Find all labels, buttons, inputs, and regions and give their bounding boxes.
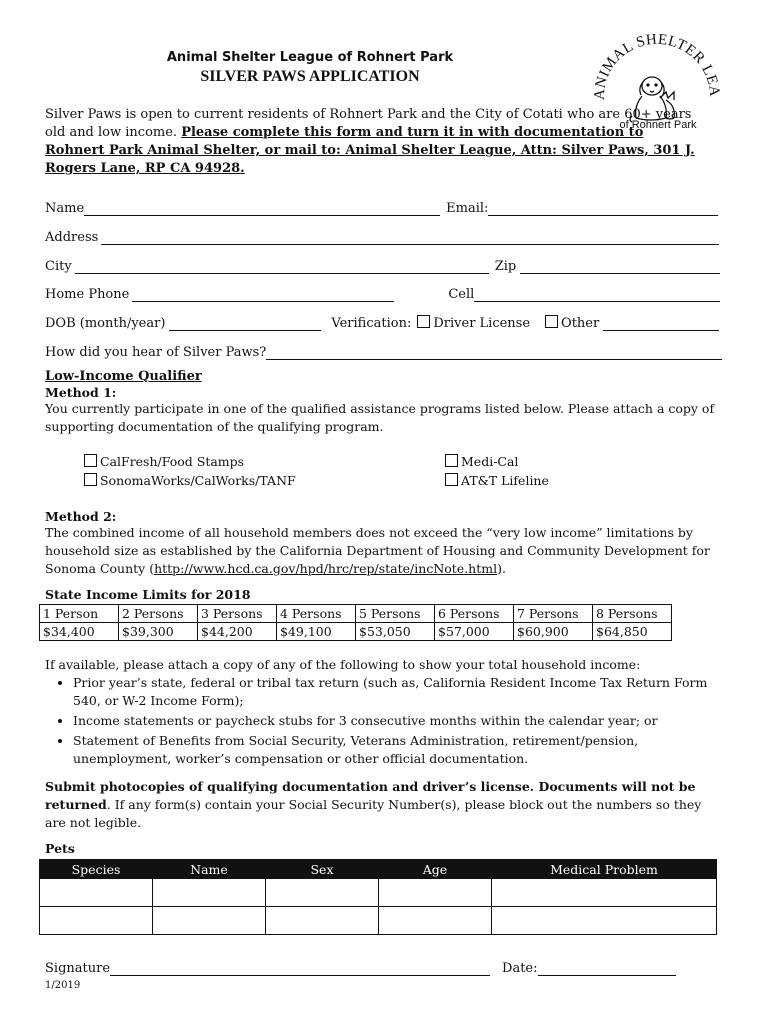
city-label: City <box>45 259 72 274</box>
pet-species-cell[interactable] <box>40 907 153 935</box>
submit-bold: Submit photocopies of qualifying documentation and driver’s license. Documents will not be returned <box>45 779 696 812</box>
name-label: Name <box>45 201 85 216</box>
verification-label: Verification: <box>331 316 412 331</box>
pet-age-cell[interactable] <box>379 879 492 907</box>
phone-row <box>45 282 720 302</box>
limit-value: $64,850 <box>593 623 672 641</box>
pet-sex-cell[interactable] <box>266 879 379 907</box>
limit-value: $49,100 <box>277 623 356 641</box>
pets-column-header: Sex <box>266 860 379 879</box>
method2-end: ). <box>497 561 506 576</box>
pets-column-header: Medical Problem <box>492 860 717 879</box>
limit-value: $34,400 <box>40 623 119 641</box>
intro-instructions: Please complete this form and turn it in with documentation to Rohnert Park Animal Shelter, or mail to: Animal Shelter League, Attn: Silver Paws, 301 J. Rogers Lane, RP CA 94928. <box>45 125 695 176</box>
pets-column-header: Name <box>153 860 266 879</box>
other-checkbox[interactable] <box>545 315 558 328</box>
limit-header: 3 Persons <box>198 605 277 623</box>
cell-label: Cell <box>448 287 475 302</box>
table-row <box>40 907 717 935</box>
pet-sex-cell[interactable] <box>266 907 379 935</box>
name-field[interactable] <box>84 201 440 216</box>
submit-note <box>45 778 715 832</box>
heard-field[interactable] <box>266 345 722 360</box>
pet-medical-cell[interactable] <box>492 879 717 907</box>
limit-header: 2 Persons <box>119 605 198 623</box>
address-row <box>45 225 719 245</box>
limit-value: $39,300 <box>119 623 198 641</box>
method1-title: Method 1: <box>45 385 117 400</box>
list-item: • Prior year’s state, federal or tribal tax return (such as, California Resident Income Tax Return Form 540, or W-2 Income Form); <box>73 674 730 710</box>
list-item: • Statement of Benefits from Social Security, Veterans Administration, retirement/pension, unemployment, worker’s compensation or other official documentation. <box>73 732 730 768</box>
signature-label: Signature <box>45 961 111 976</box>
intro-paragraph <box>45 106 695 178</box>
pets-column-header: Species <box>40 860 153 879</box>
pet-name-cell[interactable] <box>153 879 266 907</box>
method1-text: You currently participate in one of the qualified assistance programs listed below. Please attach a copy of supporting documentation of the qualifying program. <box>45 401 715 434</box>
limit-value: $44,200 <box>198 623 277 641</box>
heard-row <box>45 340 722 360</box>
medi-cal-checkbox[interactable] <box>445 454 458 467</box>
limit-header: 5 Persons <box>356 605 435 623</box>
limit-header: 7 Persons <box>514 605 593 623</box>
limit-value: $53,050 <box>356 623 435 641</box>
limits-title: State Income Limits for 2018 <box>45 587 251 602</box>
pet-age-cell[interactable] <box>379 907 492 935</box>
organization-name: Animal Shelter League of Rohnert Park <box>166 50 454 65</box>
method2-section <box>45 509 725 578</box>
email-field[interactable] <box>488 201 718 216</box>
pets-column-header: Age <box>379 860 492 879</box>
documents-intro: If available, please attach a copy of any of the following to show your total household income: <box>45 657 641 672</box>
qualifier-heading: Low-Income Qualifier <box>45 369 202 384</box>
home-phone-field[interactable] <box>132 287 394 302</box>
program-label: AT&T Lifeline <box>461 473 549 488</box>
form-version: 1/2019 <box>45 980 81 991</box>
other-label: Other <box>561 316 600 331</box>
limit-header: 8 Persons <box>593 605 672 623</box>
program-label: Medi-Cal <box>461 454 519 469</box>
method2-text: The combined income of all household members does not exceed the “very low income” limitations by household size as established by the California Department of Housing and Community Development for Sonoma County ( <box>45 525 710 576</box>
documents-list <box>45 674 730 768</box>
limit-header: 1 Person <box>40 605 119 623</box>
address-field[interactable] <box>101 230 719 245</box>
list-item: • Income statements or paycheck stubs for 3 consecutive months within the calendar year; or <box>73 712 730 730</box>
name-email-row <box>45 196 718 216</box>
method2-title: Method 2: <box>45 509 117 524</box>
drivers-license-label: Driver License <box>433 316 531 331</box>
att-lifeline-checkbox[interactable] <box>445 473 458 486</box>
email-label: Email: <box>446 201 489 216</box>
city-field[interactable] <box>75 259 489 274</box>
pet-medical-cell[interactable] <box>492 907 717 935</box>
dob-row <box>45 311 719 331</box>
pets-table <box>39 859 717 935</box>
heard-label: How did you hear of Silver Paws? <box>45 345 267 360</box>
qualifier-section <box>45 369 725 436</box>
program-label: SonomaWorks/CalWorks/TANF <box>100 473 296 488</box>
page-title: SILVER PAWS APPLICATION <box>200 68 420 85</box>
address-label: Address <box>45 230 99 245</box>
documents-section <box>45 656 730 770</box>
programs-right <box>445 452 549 490</box>
limit-value: $60,900 <box>514 623 593 641</box>
pet-species-cell[interactable] <box>40 879 153 907</box>
drivers-license-checkbox[interactable] <box>417 315 430 328</box>
limit-header: 4 Persons <box>277 605 356 623</box>
dob-field[interactable] <box>169 316 321 331</box>
programs-left <box>84 452 296 490</box>
city-zip-row <box>45 254 720 274</box>
submit-plain: . If any form(s) contain your Social Security Number(s), please block out the numbers so they are not legible. <box>45 797 702 830</box>
pet-name-cell[interactable] <box>153 907 266 935</box>
sonomaworks-checkbox[interactable] <box>84 473 97 486</box>
hcd-link[interactable]: http://www.hcd.ca.gov/hpd/hrc/rep/state/incNote.html <box>154 561 498 576</box>
dob-label: DOB (month/year) <box>45 316 166 331</box>
calfresh-checkbox[interactable] <box>84 454 97 467</box>
limit-header: 6 Persons <box>435 605 514 623</box>
zip-label: Zip <box>494 259 517 274</box>
other-field[interactable] <box>603 316 719 331</box>
signature-row <box>45 956 676 976</box>
program-label: CalFresh/Food Stamps <box>100 454 245 469</box>
intro-text: Silver Paws is open to current residents of Rohnert Park and the City of Cotati who are 60+ years old and low income. <box>45 107 692 140</box>
table-row <box>40 879 717 907</box>
cell-field[interactable] <box>474 287 720 302</box>
logo-arc-text: ANIMAL SHELTER LEA <box>592 31 722 101</box>
income-limits-table <box>39 604 672 641</box>
svg-text:ANIMAL SHELTER LEAGUE <box>592 28 722 100</box>
limit-value: $57,000 <box>435 623 514 641</box>
zip-field[interactable] <box>520 259 720 274</box>
signature-field[interactable] <box>110 961 490 976</box>
home-phone-label: Home Phone <box>45 287 130 302</box>
pets-heading: Pets <box>45 841 75 856</box>
date-label: Date: <box>502 961 538 976</box>
logo-subtitle: of Rohnert Park <box>619 119 697 131</box>
date-field[interactable] <box>538 961 676 976</box>
